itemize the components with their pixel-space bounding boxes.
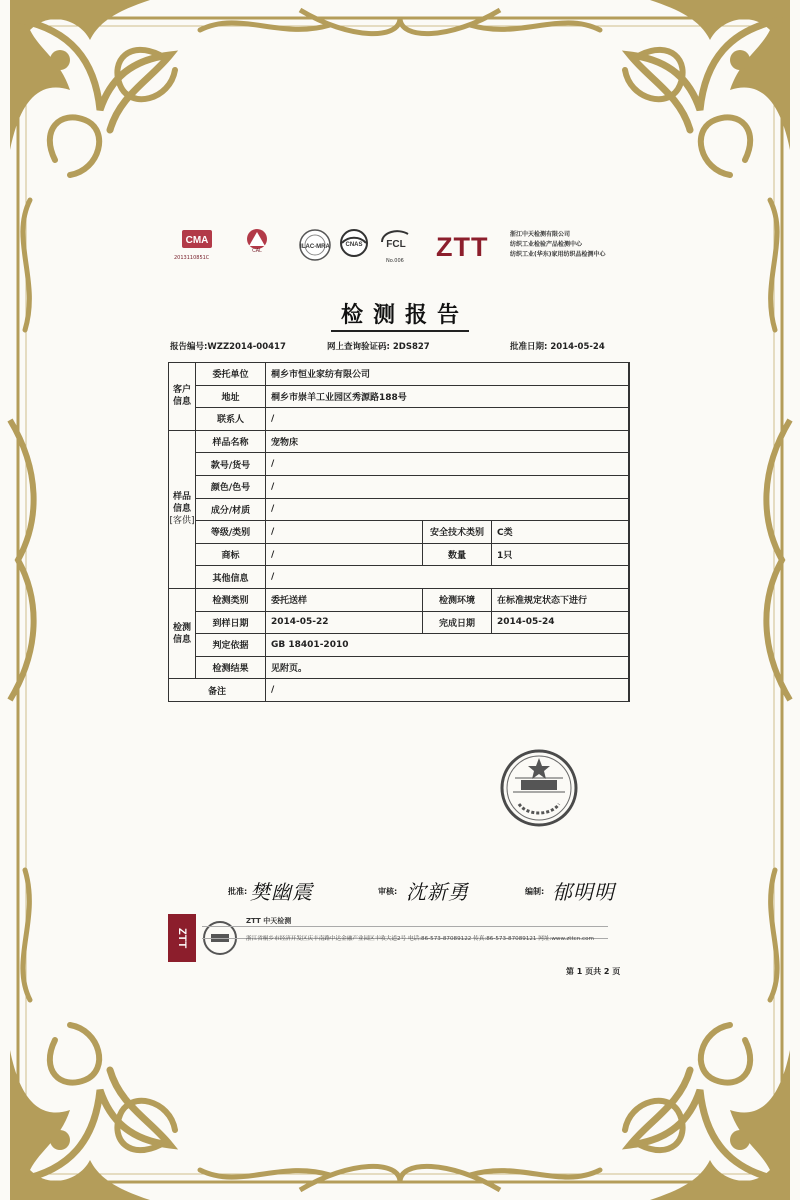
- cal-caption: CAL: [252, 248, 262, 254]
- color-value: /: [266, 475, 630, 498]
- review-label: 审核:: [378, 887, 398, 896]
- test-env-value: 在标准规定状态下进行: [492, 588, 630, 611]
- sample-group-label: 样品信息: [172, 492, 191, 515]
- ilac-mra-logo: [298, 228, 332, 268]
- table-row: [169, 430, 630, 453]
- sample-name-label: 样品名称: [196, 430, 266, 453]
- report-footer: [168, 914, 608, 962]
- remarks-value: /: [266, 679, 630, 702]
- report-title: [0, 298, 800, 329]
- basis-label: 判定依据: [196, 634, 266, 657]
- table-row: [169, 408, 630, 431]
- footer-company-name: ZTT 中天检测: [246, 917, 292, 925]
- cnas-logo: [336, 228, 372, 268]
- table-row: [169, 543, 630, 566]
- report-title-text: 检测报告: [331, 302, 469, 332]
- table-row: [169, 634, 630, 657]
- table-row: [169, 656, 630, 679]
- verification-code: 网上查询验证码: 2DS827: [327, 342, 430, 352]
- grade-value: /: [266, 521, 423, 544]
- arrive-date-value: 2014-05-22: [266, 611, 423, 634]
- trademark-label: 商标: [196, 543, 266, 566]
- cnas-caption: CNAS: [345, 242, 363, 248]
- table-row: [169, 498, 630, 521]
- approve-signature: 樊幽震: [250, 880, 313, 904]
- test-type-label: 检测类别: [196, 588, 266, 611]
- grade-label: 等级/类别: [196, 521, 266, 544]
- quantity-value: 1只: [492, 543, 630, 566]
- entrust-label: 委托单位: [196, 363, 266, 386]
- sample-group-sub: [客供]: [169, 516, 195, 527]
- cma-caption: CMA: [185, 235, 209, 246]
- model-label: 款号/货号: [196, 453, 266, 476]
- table-row: [169, 611, 630, 634]
- table-row: [169, 475, 630, 498]
- test-info-group: 检测信息: [169, 588, 196, 678]
- review-signature: 沈新勇: [406, 880, 469, 904]
- footer-rule: [202, 926, 608, 927]
- model-value: /: [266, 453, 630, 476]
- official-seal: [499, 748, 579, 828]
- table-row: [169, 453, 630, 476]
- composition-label: 成分/材质: [196, 498, 266, 521]
- table-row: [169, 363, 630, 386]
- address-label: 地址: [196, 385, 266, 408]
- other-info-value: /: [266, 566, 630, 589]
- table-row: [169, 588, 630, 611]
- test-env-label: 检测环境: [423, 588, 492, 611]
- test-type-value: 委托送样: [266, 588, 423, 611]
- sample-name-value: 宠物床: [266, 430, 630, 453]
- safety-value: C类: [492, 521, 630, 544]
- cma-logo: [174, 228, 220, 268]
- result-label: 检测结果: [196, 656, 266, 679]
- composition-value: /: [266, 498, 630, 521]
- table-row: [169, 566, 630, 589]
- fcl-logo: [378, 228, 414, 268]
- basis-value: GB 18401-2010: [266, 634, 630, 657]
- contact-label: 联系人: [196, 408, 266, 431]
- edit-signature: 郁明明: [552, 880, 615, 904]
- remarks-label: 备注: [169, 679, 266, 702]
- client-info-group: 客户信息: [169, 363, 196, 431]
- ilac-caption: ILAC-MRA: [300, 244, 330, 250]
- entrust-value: 桐乡市恒业家纺有限公司: [266, 363, 630, 386]
- fcl-caption: FCL: [386, 239, 406, 250]
- approval-date: 批准日期: 2014-05-24: [510, 342, 605, 352]
- approve-label: 批准:: [228, 887, 248, 896]
- table-row: [169, 521, 630, 544]
- result-value: 见附页。: [266, 656, 630, 679]
- company-line-1: 浙江中天检测有限公司: [510, 231, 571, 238]
- report-table: [168, 362, 630, 702]
- company-name-block: [510, 230, 634, 260]
- address-value: 桐乡市崇羊工业园区秀源路188号: [266, 385, 630, 408]
- trademark-value: /: [266, 543, 423, 566]
- arrive-date-label: 到样日期: [196, 611, 266, 634]
- report-number: 报告编号:WZZ2014-00417: [170, 342, 286, 352]
- footer-brand: ZTT: [168, 914, 196, 962]
- safety-label: 安全技术类别: [423, 521, 492, 544]
- sample-info-group: [169, 430, 196, 588]
- quantity-label: 数量: [423, 543, 492, 566]
- company-line-2: 纺织工业检验产品检测中心: [510, 241, 583, 248]
- company-line-3: 纺织工业(华东)家用纺织品检测中心: [510, 251, 606, 258]
- color-label: 颜色/色号: [196, 475, 266, 498]
- table-row: [169, 679, 630, 702]
- finish-date-label: 完成日期: [423, 611, 492, 634]
- table-row: [169, 385, 630, 408]
- footer-address: 浙江省桐乡市经济开发区庆丰南路中达金融产业园区丰收大道2号 电话:86-573-87089122 传真:86-573-87089121 网址:www.zttcn.com: [246, 936, 594, 942]
- cal-logo: [234, 228, 280, 268]
- page-number: 第 1 页共 2 页: [566, 967, 621, 976]
- cma-code: 2013110851C: [174, 255, 210, 261]
- accreditation-logo-strip: [170, 228, 630, 270]
- ztt-logo: ZTT: [436, 232, 489, 262]
- other-info-label: 其他信息: [196, 566, 266, 589]
- contact-value: /: [266, 408, 630, 431]
- fcl-code: No.006: [386, 258, 404, 264]
- edit-label: 编制:: [525, 887, 545, 896]
- finish-date-value: 2014-05-24: [492, 611, 630, 634]
